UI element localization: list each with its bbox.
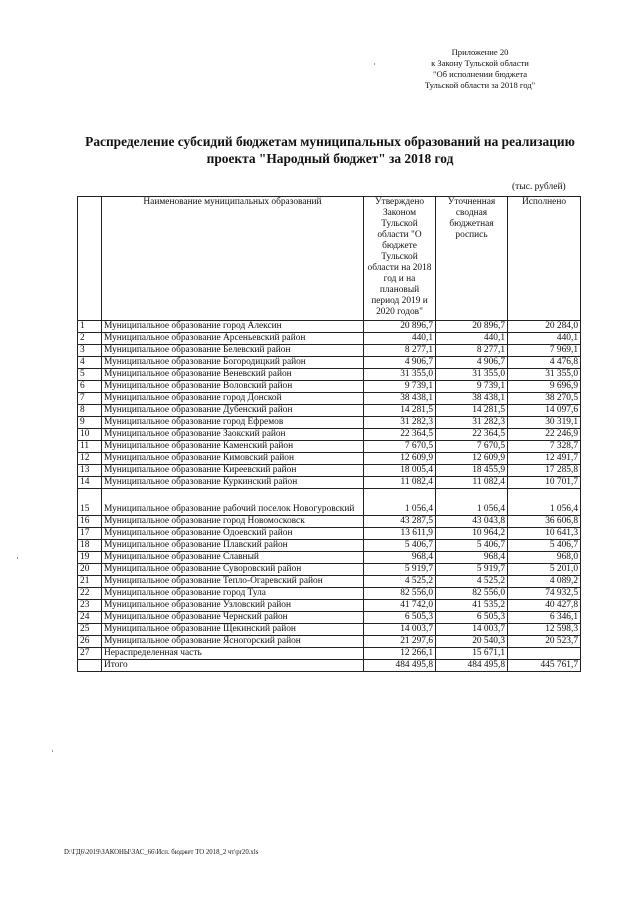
municipality-name-cell: Муниципальное образование город Алексин [102,321,364,333]
table-row [78,381,581,393]
revised-amount-cell: 22 364,5 [436,429,508,441]
municipality-name-cell: Муниципальное образование город Ефремов [102,417,364,429]
file-path: D:\ГД6\2019\ЗАКОНЫ\ЗАС_66\Исп. бюджет ТО 2018_2 чт\pr20.xls [64,849,259,856]
approved-amount-cell: 43 287,5 [364,516,436,528]
title-line: Распределение субсидий бюджетам муниципальных образований на реализацию [85,134,575,149]
row-number-cell: 21 [78,576,102,588]
executed-amount-cell: 12 491,7 [508,453,581,465]
row-number-cell: 5 [78,369,102,381]
executed-amount-cell: 9 696,9 [508,381,581,393]
municipality-name-cell: Муниципальное образование Одоевский район [102,528,364,540]
revised-amount-cell: 440,1 [436,333,508,345]
revised-amount-cell: 82 556,0 [436,588,508,600]
approved-amount-cell: 14 281,5 [364,405,436,417]
executed-amount-cell: 1 056,4 [508,489,581,516]
executed-amount-cell: 7 328,7 [508,441,581,453]
executed-amount-cell: 968,0 [508,552,581,564]
appendix-line: к Закону Тульской области [431,58,529,68]
executed-amount-cell [508,648,581,660]
row-number-cell: 12 [78,453,102,465]
row-number-cell: 24 [78,612,102,624]
row-number-cell: 17 [78,528,102,540]
revised-amount-cell: 5 406,7 [436,540,508,552]
approved-amount-cell: 13 611,9 [364,528,436,540]
approved-amount-cell: 6 505,3 [364,612,436,624]
executed-amount-cell: 5 201,0 [508,564,581,576]
municipality-name-cell: Муниципальное образование город Тула [102,588,364,600]
table-row [78,417,581,429]
row-number-cell: 2 [78,333,102,345]
approved-amount-cell: 7 670,5 [364,441,436,453]
municipality-name-cell: Муниципальное образование Кимовский район [102,453,364,465]
municipality-name-cell: Муниципальное образование Богородицкий район [102,357,364,369]
table-row [78,357,581,369]
header-approved: Утверждено Законом Тульской области "О бюджете Тульской области на 2018 год и на плановый период 2019 и 2020 годов" [364,197,436,321]
approved-amount-cell: 22 364,5 [364,429,436,441]
executed-amount-cell: 5 406,7 [508,540,581,552]
approved-amount-cell: 20 896,7 [364,321,436,333]
executed-amount-cell: 22 246,9 [508,429,581,441]
table-row [78,429,581,441]
executed-amount-cell: 4 089,2 [508,576,581,588]
municipality-name-cell: Муниципальное образование Дубенский район [102,405,364,417]
scan-mark [52,750,53,752]
title-line: проекта "Народный бюджет" за 2018 год [206,151,454,166]
document-title [80,133,580,167]
table-row [78,588,581,600]
table-row [78,321,581,333]
table-row [78,489,581,516]
header-name: Наименование муниципальных образований [102,197,364,321]
row-number-cell: 10 [78,429,102,441]
municipality-name-cell: Муниципальное образование город Донской [102,393,364,405]
approved-amount-cell: 82 556,0 [364,588,436,600]
executed-amount-cell: 4 476,8 [508,357,581,369]
municipality-name-cell: Муниципальное образование Щекинский район [102,624,364,636]
table-row [78,477,581,489]
executed-amount-cell: 17 285,8 [508,465,581,477]
municipality-name-cell: Муниципальное образование город Новомосковск [102,516,364,528]
appendix-line: Приложение 20 [451,47,509,57]
revised-amount-cell: 14 281,5 [436,405,508,417]
table-row [78,516,581,528]
row-number-cell: 4 [78,357,102,369]
approved-amount-cell: 8 277,1 [364,345,436,357]
revised-amount-cell: 4 525,2 [436,576,508,588]
revised-amount-cell: 43 043,8 [436,516,508,528]
executed-amount-cell: 6 346,1 [508,612,581,624]
revised-amount-cell: 968,4 [436,552,508,564]
row-number-cell: 13 [78,465,102,477]
row-number-cell: 14 [78,477,102,489]
table-row [78,345,581,357]
row-number-cell: 9 [78,417,102,429]
revised-amount-cell: 14 003,7 [436,624,508,636]
revised-amount-cell: 10 964,2 [436,528,508,540]
header-executed: Исполнено [508,197,581,321]
executed-amount-cell: 40 427,8 [508,600,581,612]
table-row [78,636,581,648]
revised-amount-cell: 15 671,1 [436,648,508,660]
row-number-cell: 18 [78,540,102,552]
approved-amount-cell: 21 297,6 [364,636,436,648]
appendix-reference [400,47,560,91]
row-number-cell: 7 [78,393,102,405]
executed-amount-cell: 20 523,7 [508,636,581,648]
row-number-cell [78,660,102,672]
table-row [78,441,581,453]
revised-amount-cell: 5 919,7 [436,564,508,576]
header-number [78,197,102,321]
approved-amount-cell: 5 406,7 [364,540,436,552]
scan-mark [17,557,18,559]
municipality-name-cell: Муниципальное образование Чернский район [102,612,364,624]
municipality-name-cell: Муниципальное образование Куркинский район [102,477,364,489]
row-number-cell: 25 [78,624,102,636]
revised-amount-cell: 8 277,1 [436,345,508,357]
table-row [78,333,581,345]
revised-amount-cell: 18 455,9 [436,465,508,477]
table-row [78,453,581,465]
executed-amount-cell: 36 606,8 [508,516,581,528]
row-number-cell: 20 [78,564,102,576]
executed-amount-cell: 20 284,0 [508,321,581,333]
row-number-cell: 8 [78,405,102,417]
municipality-name-cell: Нераспределенная часть [102,648,364,660]
revised-amount-cell: 20 896,7 [436,321,508,333]
approved-amount-cell: 31 282,3 [364,417,436,429]
approved-amount-cell: 11 082,4 [364,477,436,489]
appendix-line: Тульской области за 2018 год" [424,80,536,90]
municipality-name-cell: Муниципальное образование Воловский район [102,381,364,393]
revised-amount-cell: 11 082,4 [436,477,508,489]
total-row [78,660,581,672]
table-row [78,393,581,405]
header-revised: Уточненная сводная бюджетная роспись [436,197,508,321]
municipality-name-cell: Муниципальное образование Арсеньевский район [102,333,364,345]
approved-amount-cell: 12 266,1 [364,648,436,660]
table-row [78,648,581,660]
approved-amount-cell: 18 005,4 [364,465,436,477]
table-row [78,552,581,564]
table-row [78,564,581,576]
table-row [78,528,581,540]
approved-amount-cell: 1 056,4 [364,489,436,516]
table-row [78,576,581,588]
municipality-name-cell: Муниципальное образование Каменский район [102,441,364,453]
units-label: (тыс. рублей) [512,182,566,192]
row-number-cell: 1 [78,321,102,333]
executed-amount-cell: 12 598,3 [508,624,581,636]
executed-amount-cell: 30 319,1 [508,417,581,429]
revised-amount-cell: 484 495,8 [436,660,508,672]
municipality-name-cell: Муниципальное образование Заокский район [102,429,364,441]
row-number-cell: 15 [78,489,102,516]
row-number-cell: 3 [78,345,102,357]
row-number-cell: 27 [78,648,102,660]
table-row [78,540,581,552]
table-row [78,624,581,636]
appendix-line: "Об исполнении бюджета [432,69,528,79]
executed-amount-cell: 31 355,0 [508,369,581,381]
approved-amount-cell: 12 609,9 [364,453,436,465]
revised-amount-cell: 7 670,5 [436,441,508,453]
municipality-name-cell: Муниципальное образование Веневский район [102,369,364,381]
revised-amount-cell: 38 438,1 [436,393,508,405]
revised-amount-cell: 20 540,3 [436,636,508,648]
municipality-name-cell: Муниципальное образование Белевский район [102,345,364,357]
executed-amount-cell: 38 270,5 [508,393,581,405]
municipality-name-cell: Итого [102,660,364,672]
executed-amount-cell: 10 641,3 [508,528,581,540]
approved-amount-cell: 484 495,8 [364,660,436,672]
approved-amount-cell: 968,4 [364,552,436,564]
table-row [78,405,581,417]
approved-amount-cell: 4 525,2 [364,576,436,588]
table-row [78,612,581,624]
revised-amount-cell: 4 906,7 [436,357,508,369]
municipality-name-cell: Муниципальное образование рабочий поселок Новогуровский [102,489,364,516]
executed-amount-cell: 10 701,7 [508,477,581,489]
municipality-name-cell: Муниципальное образование Плавский район [102,540,364,552]
approved-amount-cell: 41 742,0 [364,600,436,612]
approved-amount-cell: 14 003,7 [364,624,436,636]
approved-amount-cell: 9 739,1 [364,381,436,393]
executed-amount-cell: 445 761,7 [508,660,581,672]
executed-amount-cell: 74 932,5 [508,588,581,600]
executed-amount-cell: 440,1 [508,333,581,345]
row-number-cell: 22 [78,588,102,600]
row-number-cell: 19 [78,552,102,564]
municipality-name-cell: Муниципальное образование Киреевский район [102,465,364,477]
revised-amount-cell: 31 282,3 [436,417,508,429]
approved-amount-cell: 440,1 [364,333,436,345]
municipality-name-cell: Муниципальное образование Суворовский район [102,564,364,576]
row-number-cell: 23 [78,600,102,612]
row-number-cell: 6 [78,381,102,393]
executed-amount-cell: 7 969,1 [508,345,581,357]
revised-amount-cell: 9 739,1 [436,381,508,393]
revised-amount-cell: 6 505,3 [436,612,508,624]
revised-amount-cell: 41 535,2 [436,600,508,612]
executed-amount-cell: 14 097,6 [508,405,581,417]
table-row [78,369,581,381]
row-number-cell: 16 [78,516,102,528]
revised-amount-cell: 31 355,0 [436,369,508,381]
municipality-name-cell: Муниципальное образование Ясногорский район [102,636,364,648]
row-number-cell: 26 [78,636,102,648]
approved-amount-cell: 5 919,7 [364,564,436,576]
approved-amount-cell: 31 355,0 [364,369,436,381]
municipality-name-cell: Муниципальное образование Узловский район [102,600,364,612]
scan-mark [374,63,375,65]
revised-amount-cell: 12 609,9 [436,453,508,465]
table-row [78,465,581,477]
table-row [78,600,581,612]
revised-amount-cell: 1 056,4 [436,489,508,516]
row-number-cell: 11 [78,441,102,453]
table-body [78,321,581,672]
approved-amount-cell: 38 438,1 [364,393,436,405]
approved-amount-cell: 4 906,7 [364,357,436,369]
municipality-name-cell: Муниципальное образование Тепло-Огаревский район [102,576,364,588]
subsidy-table [77,196,581,672]
municipality-name-cell: Муниципальное образование Славный [102,552,364,564]
